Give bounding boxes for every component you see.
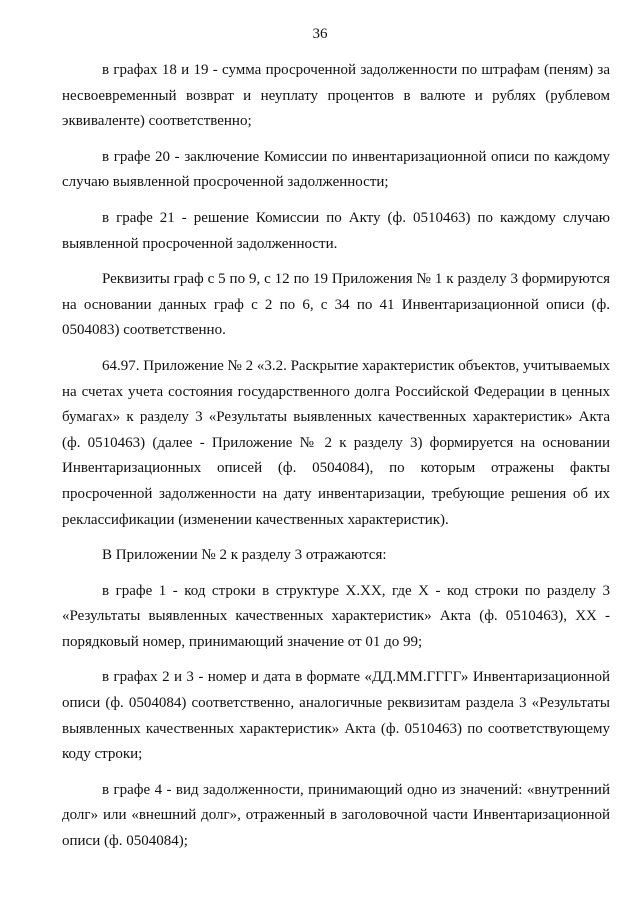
paragraph-graph-4: в графе 4 - вид задолженности, принимающий одно из значений: «внутренний долг» или «внешний долг», отраженный в заголовочной части Инвентаризационной описи (ф. 0504084); xyxy=(62,781,610,850)
page-number: 36 xyxy=(312,26,328,42)
paragraph-graph-21: в графе 21 - решение Комиссии по Акту (ф. 0510463) по каждому случаю выявленной просроченной задолженности. xyxy=(62,209,610,252)
paragraph-graph-1: в графе 1 - код строки в структуре X.XX, где X - код строки по разделу 3 «Результаты выявленных качественных характеристик» Акта (ф. 0510463), XX - порядковый номер, принимающий значение от 01 до 99; xyxy=(62,582,610,650)
paragraph-graphs-18-19: в графах 18 и 19 - сумма просроченной задолженности по штрафам (пеням) за несвоевременный возврат и неуплату процентов в валюте и рублях (рублевом эквиваленте) соответственно; xyxy=(62,62,610,130)
paragraph-graphs-2-3: в графах 2 и 3 - номер и дата в формате «ДД.ММ.ГГГГ» Инвентаризационной описи (ф. 0504084) соответственно, аналогичные реквизитам раздела 3 «Результаты выявленных качественных характеристик» Акта (ф. 0510463) по соответствующему коду строки; xyxy=(62,669,610,763)
paragraph-appendix-2-intro: В Приложении № 2 к разделу 3 отражаются: xyxy=(102,547,387,564)
paragraph-graph-20: в графе 20 - заключение Комиссии по инвентаризационной описи по каждому случаю выявленной просроченной задолженности; xyxy=(62,148,610,191)
document-body xyxy=(62,58,610,865)
paragraph-64-97: 64.97. Приложение № 2 «3.2. Раскрытие характеристик объектов, учитываемых на счетах учета состояния государственного долга Российской Федерации в ценных бумагах» к разделу 3 «Результаты выявленных качественных характеристик» Акта (ф. 0510463) (далее - Приложение № 2 к разделу 3) формируется на основании Инвентаризационных описей (ф. 0504084), по которым отражены факты просроченной задолженности на дату инвентаризации, требующие решения об их реклассификации (изменении качественных характеристик). xyxy=(62,357,610,528)
paragraph-requisites: Реквизиты граф с 5 по 9, с 12 по 19 Приложения № 1 к разделу 3 формируются на основании данных граф с 2 по 6, с 34 по 41 Инвентаризационной описи (ф. 0504083) соответственно. xyxy=(62,271,610,339)
